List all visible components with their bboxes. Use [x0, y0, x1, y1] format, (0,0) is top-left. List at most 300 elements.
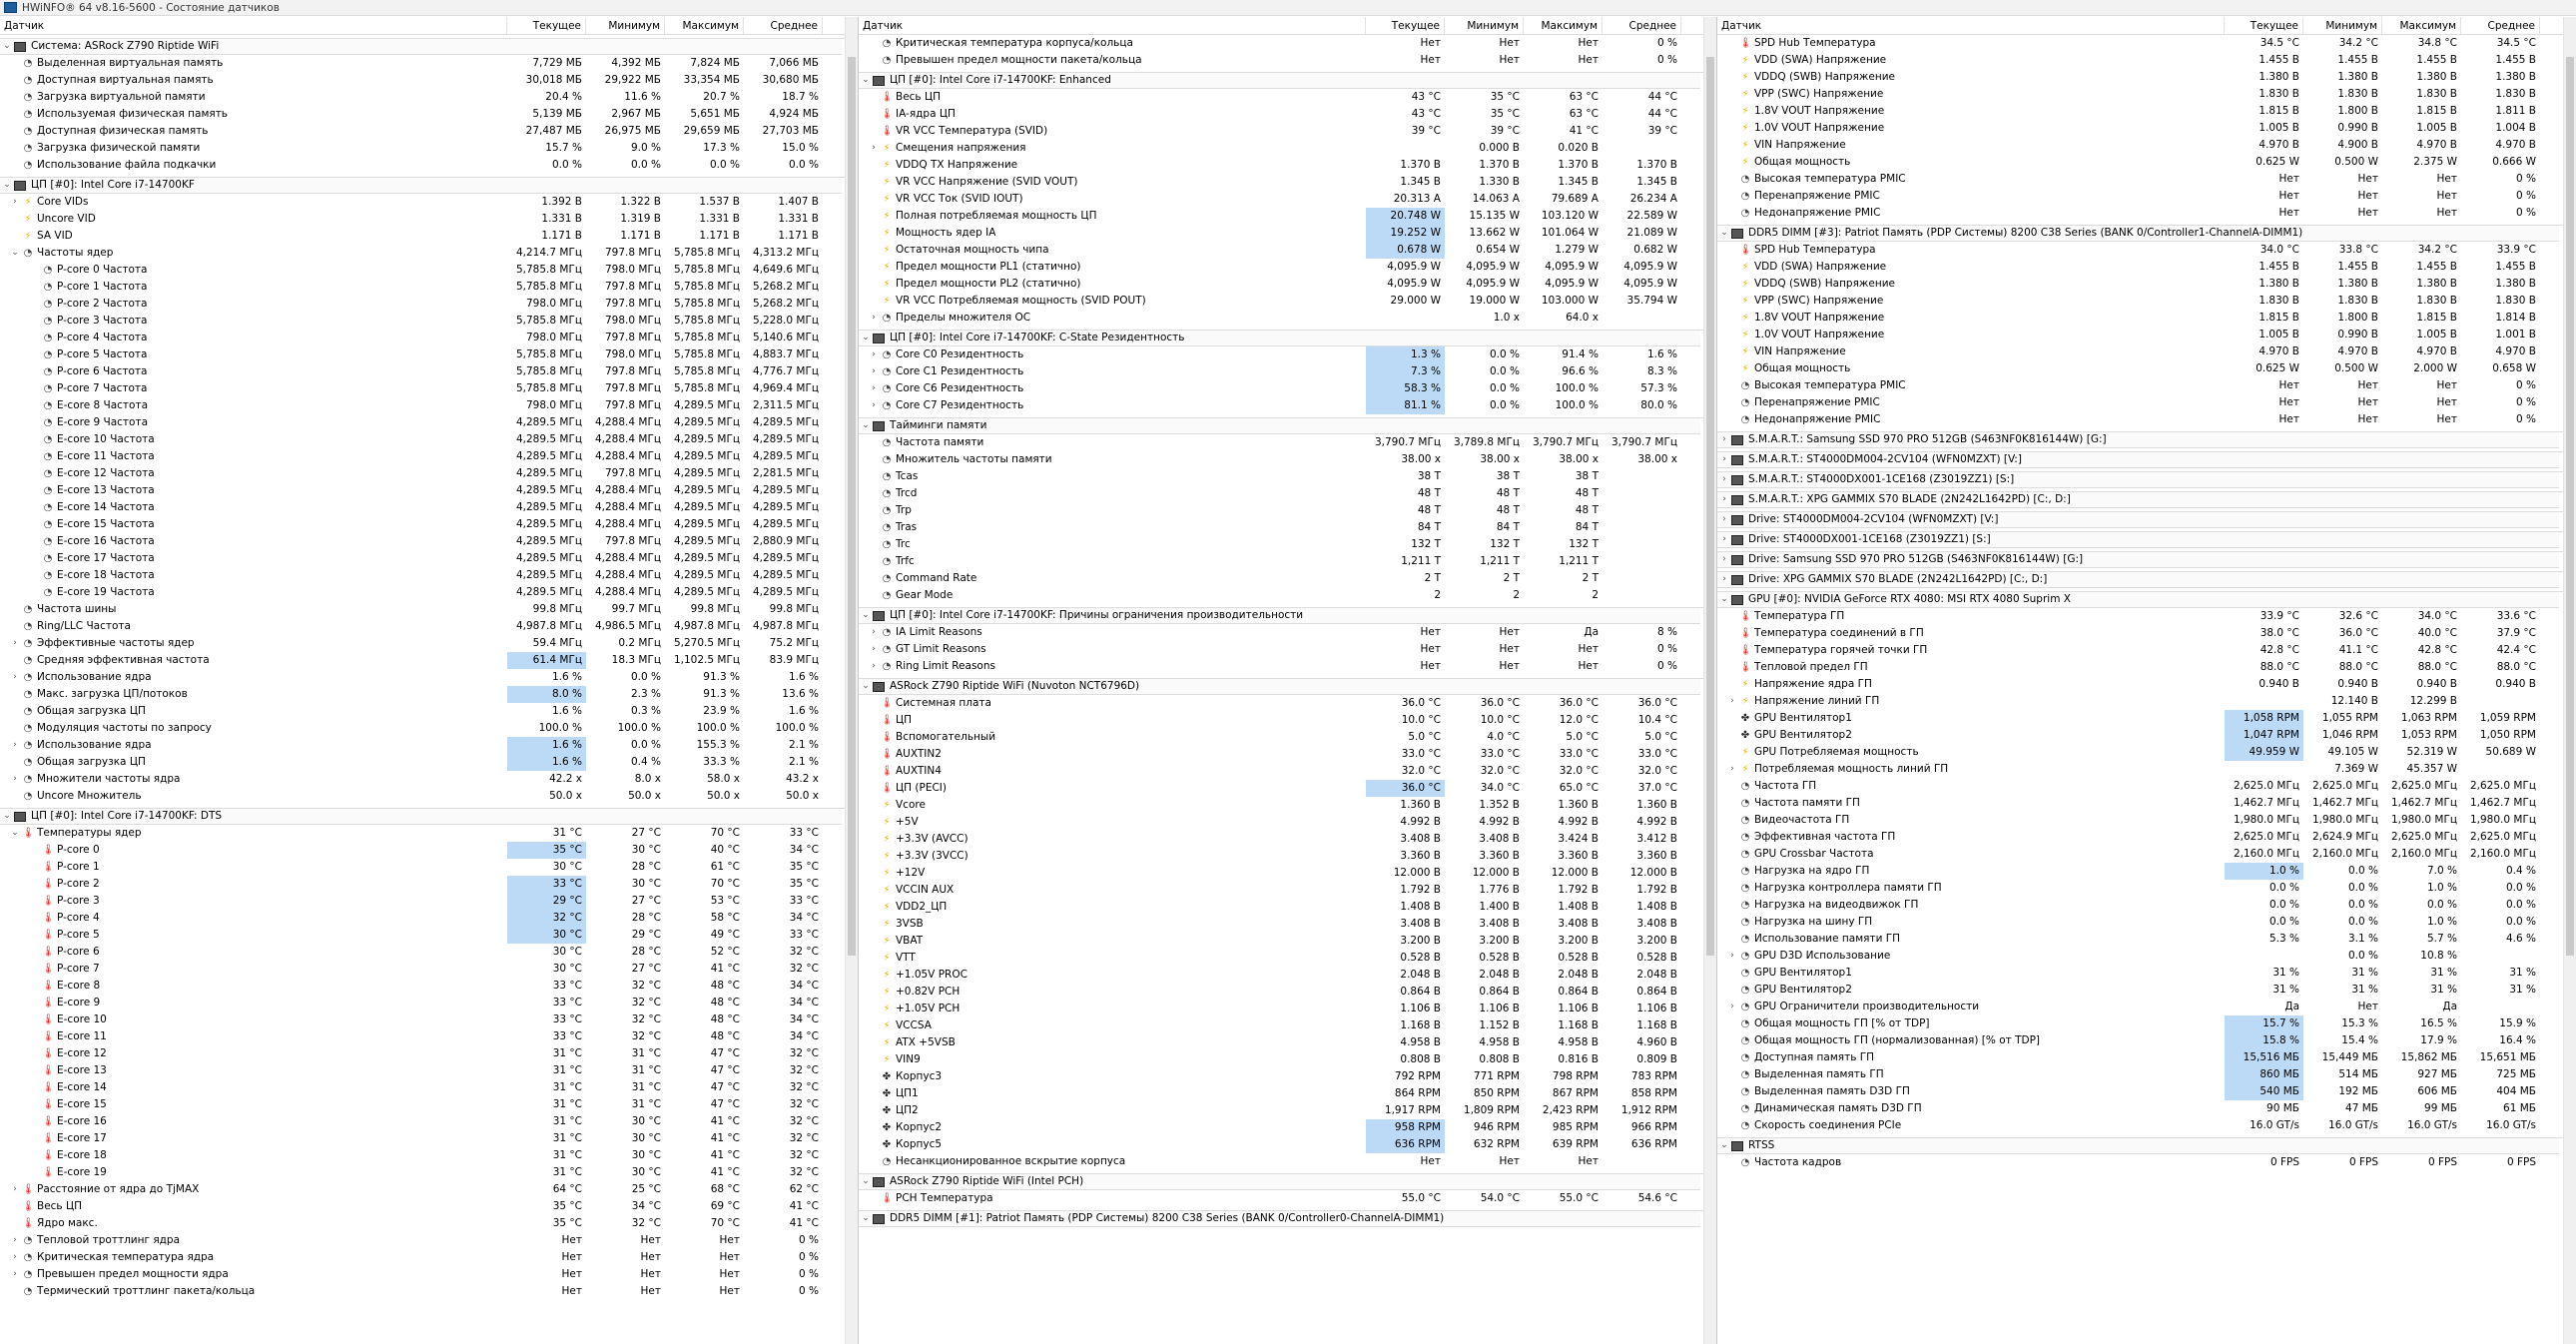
value-current: 33 °C — [552, 980, 582, 992]
sensor-row[interactable] — [1717, 377, 2576, 394]
value-avg: 80.0 % — [1640, 399, 1677, 411]
collapse-icon[interactable]: ⌄ — [862, 1176, 870, 1186]
sensor-row[interactable] — [0, 448, 858, 465]
sensor-row[interactable] — [0, 482, 858, 499]
sensor-row[interactable] — [0, 910, 858, 927]
sensor-row[interactable] — [0, 842, 858, 859]
expand-icon[interactable]: › — [872, 400, 876, 410]
sensor-row[interactable] — [1717, 846, 2576, 863]
sensor-row[interactable] — [0, 825, 858, 842]
sensor-row[interactable] — [1717, 35, 2576, 52]
sensor-row[interactable] — [1717, 931, 2576, 948]
sensor-row[interactable] — [0, 1113, 858, 1130]
sensor-row[interactable] — [1717, 69, 2576, 86]
value-max: 155.3 % — [696, 739, 740, 751]
sensor-row[interactable] — [0, 635, 858, 652]
sensor-row[interactable] — [1717, 1100, 2576, 1117]
sensor-row[interactable] — [1717, 1066, 2576, 1083]
sensor-row[interactable] — [1717, 625, 2576, 642]
sensor-row[interactable] — [1717, 863, 2576, 880]
sensor-row[interactable] — [0, 978, 858, 995]
sensor-group-header[interactable] — [1717, 225, 2576, 242]
sensor-row[interactable] — [0, 737, 858, 754]
sensor-row[interactable] — [1717, 1015, 2576, 1032]
sensor-row[interactable] — [859, 848, 1716, 865]
sensor-row[interactable] — [0, 157, 858, 174]
sensor-row[interactable] — [859, 468, 1716, 485]
sensor-row[interactable] — [859, 831, 1716, 848]
sensor-row[interactable] — [0, 123, 858, 140]
collapse-icon[interactable]: ⌄ — [1720, 1140, 1728, 1150]
sensor-row[interactable] — [859, 1034, 1716, 1051]
expand-icon[interactable]: › — [872, 644, 876, 654]
col-avg[interactable]: Среднее — [744, 17, 823, 34]
sensor-row[interactable] — [859, 174, 1716, 191]
sensor-row[interactable] — [1717, 137, 2576, 154]
sensor-row[interactable] — [0, 788, 858, 805]
sensor-group-header[interactable] — [1717, 431, 2576, 448]
scrollbar-thumb[interactable] — [848, 57, 856, 956]
expand-icon[interactable]: › — [13, 638, 17, 648]
sensor-row[interactable] — [1717, 795, 2576, 812]
sensor-row[interactable] — [0, 279, 858, 296]
sensor-row[interactable] — [859, 451, 1716, 468]
col-avg[interactable]: Среднее — [1603, 17, 1681, 34]
sensor-group-header[interactable] — [1717, 571, 2576, 588]
sensor-row[interactable] — [0, 686, 858, 703]
collapse-icon[interactable]: ⌄ — [862, 681, 870, 691]
sensor-row[interactable] — [0, 859, 858, 876]
sensor-row[interactable] — [0, 140, 858, 157]
expand-icon[interactable]: › — [872, 661, 876, 671]
collapse-icon[interactable]: ⌄ — [1720, 228, 1728, 238]
sensor-row[interactable] — [0, 961, 858, 978]
col-sensor[interactable]: Датчик — [1717, 17, 2225, 34]
sensor-row[interactable] — [859, 346, 1716, 363]
sensor-row[interactable] — [1717, 103, 2576, 120]
sensor-row[interactable] — [0, 652, 858, 669]
sensor-row[interactable] — [0, 313, 858, 330]
sensor-row[interactable] — [0, 1266, 858, 1283]
expand-icon[interactable]: › — [13, 1252, 17, 1262]
sensor-row[interactable] — [859, 797, 1716, 814]
value-avg: 50.0 x — [786, 790, 819, 802]
sensor-row[interactable] — [859, 1119, 1716, 1136]
sensor-row[interactable] — [859, 624, 1716, 641]
scrollbar-thumb[interactable] — [2566, 57, 2574, 956]
sensor-row[interactable] — [859, 140, 1716, 157]
clock-icon: ◔ — [1740, 934, 1750, 945]
sensor-row[interactable] — [859, 967, 1716, 984]
sensor-group-header[interactable] — [1717, 551, 2576, 568]
sensor-row[interactable] — [859, 933, 1716, 950]
sensor-row[interactable] — [0, 72, 858, 89]
sensor-row[interactable] — [859, 259, 1716, 276]
sensor-row[interactable] — [0, 465, 858, 482]
sensor-row[interactable] — [1717, 965, 2576, 982]
sensor-row[interactable] — [1717, 293, 2576, 310]
sensor-row[interactable] — [1717, 242, 2576, 259]
sensor-row[interactable] — [859, 1153, 1716, 1170]
sensor-row[interactable] — [0, 1045, 858, 1062]
scrollbar[interactable] — [2563, 17, 2576, 1344]
value-max: 61 °C — [710, 861, 740, 873]
sensor-row[interactable] — [1717, 52, 2576, 69]
chip-icon — [1731, 229, 1743, 239]
col-current[interactable]: Текущее — [2225, 17, 2303, 34]
sensor-row[interactable] — [1717, 1117, 2576, 1134]
value-avg: 43.2 x — [786, 773, 819, 785]
sensor-row[interactable] — [0, 106, 858, 123]
sensor-row[interactable] — [0, 516, 858, 533]
sensor-row[interactable] — [859, 814, 1716, 831]
sensor-row[interactable] — [859, 106, 1716, 123]
sensor-row[interactable] — [859, 157, 1716, 174]
sensor-row[interactable] — [859, 225, 1716, 242]
sensor-group-header[interactable] — [1717, 531, 2576, 548]
sensor-row[interactable] — [1717, 327, 2576, 343]
expand-icon[interactable]: › — [1730, 696, 1734, 706]
expand-icon[interactable]: › — [13, 774, 17, 784]
sensor-row[interactable] — [0, 1249, 858, 1266]
sensor-row[interactable] — [1717, 360, 2576, 377]
sensor-row[interactable] — [859, 950, 1716, 967]
sensor-row[interactable] — [859, 123, 1716, 140]
sensor-row[interactable] — [0, 567, 858, 584]
sensor-row[interactable] — [0, 380, 858, 397]
sensor-row[interactable] — [859, 780, 1716, 797]
sensor-row[interactable] — [0, 89, 858, 106]
sensor-row[interactable] — [1717, 394, 2576, 411]
sensor-row[interactable] — [0, 1062, 858, 1079]
expand-icon[interactable]: › — [872, 383, 876, 393]
sensor-row[interactable] — [0, 1283, 858, 1300]
expand-icon[interactable]: › — [13, 1184, 17, 1194]
expand-icon[interactable]: › — [872, 627, 876, 637]
sensor-row[interactable] — [1717, 659, 2576, 676]
sensor-row[interactable] — [1717, 343, 2576, 360]
expand-icon[interactable]: › — [1722, 434, 1726, 444]
sensor-row[interactable] — [0, 1130, 858, 1147]
collapse-icon[interactable]: ⌄ — [3, 180, 11, 190]
sensor-group-header[interactable] — [1717, 1137, 2576, 1154]
sensor-group-header[interactable] — [1717, 451, 2576, 468]
sensor-group-header[interactable] — [1717, 591, 2576, 608]
sensor-row[interactable] — [0, 1215, 858, 1232]
sensor-group-header[interactable] — [0, 38, 858, 55]
collapse-icon[interactable]: ⌄ — [862, 75, 870, 85]
value-current: 27,487 МБ — [525, 125, 582, 137]
sensor-row[interactable] — [859, 397, 1716, 414]
sensor-row[interactable] — [1717, 897, 2576, 914]
sensor-row[interactable] — [859, 363, 1716, 380]
sensor-row[interactable] — [859, 191, 1716, 208]
sensor-row[interactable] — [0, 1079, 858, 1096]
expand-icon[interactable]: › — [1722, 574, 1726, 584]
sensor-row[interactable] — [1717, 744, 2576, 761]
sensor-group-header[interactable] — [859, 330, 1716, 346]
value-min: 30 °C — [631, 1115, 661, 1127]
sensor-row[interactable] — [0, 618, 858, 635]
sensor-row[interactable] — [0, 346, 858, 363]
expand-icon[interactable]: › — [1722, 554, 1726, 564]
sensor-row[interactable] — [0, 584, 858, 601]
sensor-row[interactable] — [0, 771, 858, 788]
sensor-row[interactable] — [859, 1136, 1716, 1153]
value-current: 1,917 RPM — [1384, 1104, 1441, 1116]
sensor-row[interactable] — [859, 52, 1716, 69]
sensor-row[interactable] — [0, 720, 858, 737]
sensor-row[interactable] — [0, 194, 858, 211]
sensor-row[interactable] — [859, 1001, 1716, 1017]
sensor-row[interactable] — [1717, 761, 2576, 778]
sensor-row[interactable] — [0, 1011, 858, 1028]
sensor-row[interactable] — [0, 228, 858, 245]
sensor-row[interactable] — [0, 499, 858, 516]
sensor-row[interactable] — [0, 533, 858, 550]
sensor-row[interactable] — [859, 380, 1716, 397]
sensor-row[interactable] — [1717, 205, 2576, 222]
sensor-row[interactable] — [1717, 693, 2576, 710]
sensor-row[interactable] — [1717, 276, 2576, 293]
sensor-row[interactable] — [859, 695, 1716, 712]
scrollbar[interactable] — [845, 17, 858, 1344]
sensor-row[interactable] — [0, 296, 858, 313]
sensor-row[interactable] — [0, 944, 858, 961]
expand-icon[interactable]: › — [1722, 454, 1726, 464]
sensor-row[interactable] — [1717, 188, 2576, 205]
sensor-row[interactable] — [859, 729, 1716, 746]
sensor-row[interactable] — [1717, 411, 2576, 428]
expand-icon[interactable]: › — [13, 1269, 17, 1279]
expand-icon[interactable]: ⌄ — [11, 828, 19, 838]
sensor-row[interactable] — [0, 601, 858, 618]
expand-icon[interactable]: ⌄ — [11, 248, 19, 258]
sensor-row[interactable] — [0, 1232, 858, 1249]
sensor-row[interactable] — [0, 397, 858, 414]
expand-icon[interactable]: › — [1722, 494, 1726, 504]
sensor-row[interactable] — [0, 703, 858, 720]
expand-icon[interactable]: › — [1722, 514, 1726, 524]
sensor-row[interactable] — [1717, 171, 2576, 188]
sensor-row[interactable] — [0, 1198, 858, 1215]
sensor-row[interactable] — [0, 893, 858, 910]
sensor-row[interactable] — [859, 434, 1716, 451]
sensor-name — [0, 157, 507, 174]
sensor-row[interactable] — [859, 1085, 1716, 1102]
sensor-row[interactable] — [859, 899, 1716, 916]
sensor-row[interactable] — [859, 712, 1716, 729]
sensor-row[interactable] — [1717, 1032, 2576, 1049]
sensor-row[interactable] — [859, 882, 1716, 899]
sensor-row[interactable] — [0, 1096, 858, 1113]
value-max: 0.864 В — [1558, 986, 1599, 998]
expand-icon[interactable]: › — [13, 1235, 17, 1245]
collapse-icon[interactable]: ⌄ — [3, 41, 11, 51]
sensor-row[interactable] — [1717, 914, 2576, 931]
sensor-row[interactable] — [1717, 1083, 2576, 1100]
sensor-row[interactable] — [1717, 154, 2576, 171]
voltage-icon: ⚡ — [1741, 296, 1749, 307]
col-current[interactable]: Текущее — [1366, 17, 1445, 34]
sensor-row[interactable] — [1717, 829, 2576, 846]
sensor-row[interactable] — [859, 485, 1716, 502]
sensor-row[interactable] — [0, 363, 858, 380]
sensor-row[interactable] — [859, 984, 1716, 1001]
col-min[interactable]: Минимум — [2303, 17, 2382, 34]
sensor-group-header[interactable] — [859, 417, 1716, 434]
sensor-row[interactable] — [859, 293, 1716, 310]
collapse-icon[interactable]: ⌄ — [3, 811, 11, 821]
sensor-row[interactable] — [859, 763, 1716, 780]
scrollbar[interactable] — [1703, 17, 1716, 1344]
sensor-row[interactable] — [0, 995, 858, 1011]
sensor-row[interactable] — [859, 35, 1716, 52]
sensor-row[interactable] — [1717, 642, 2576, 659]
sensor-group-header[interactable] — [859, 72, 1716, 89]
sensor-row[interactable] — [0, 669, 858, 686]
sensor-row[interactable] — [859, 658, 1716, 675]
value-max: 41 °C — [710, 1115, 740, 1127]
collapse-icon[interactable]: ⌄ — [1720, 594, 1728, 604]
sensor-row[interactable] — [859, 536, 1716, 553]
collapse-icon[interactable]: ⌄ — [862, 420, 870, 430]
sensor-row[interactable] — [859, 1051, 1716, 1068]
sensor-row[interactable] — [1717, 710, 2576, 727]
sensor-row[interactable] — [859, 208, 1716, 225]
sensor-row[interactable] — [1717, 880, 2576, 897]
sensor-row[interactable] — [1717, 676, 2576, 693]
sensor-row[interactable] — [1717, 948, 2576, 965]
sensor-group-header[interactable] — [0, 808, 858, 825]
sensor-row[interactable] — [859, 746, 1716, 763]
sensor-row[interactable] — [859, 553, 1716, 570]
col-max[interactable]: Максимум — [1524, 17, 1603, 34]
expand-icon[interactable]: › — [872, 366, 876, 376]
expand-icon[interactable]: › — [872, 349, 876, 359]
sensor-group-header[interactable] — [1717, 511, 2576, 528]
sensor-row[interactable] — [0, 927, 858, 944]
sensor-row[interactable] — [859, 502, 1716, 519]
chip-icon — [873, 421, 885, 431]
sensor-row[interactable] — [0, 414, 858, 431]
sensor-row[interactable] — [0, 1164, 858, 1181]
col-avg[interactable]: Среднее — [2461, 17, 2540, 34]
value-current: 1.360 В — [1400, 799, 1441, 811]
sensor-group-header[interactable] — [859, 1173, 1716, 1190]
sensor-row[interactable] — [0, 550, 858, 567]
expand-icon[interactable]: › — [13, 672, 17, 682]
sensor-group-header[interactable] — [859, 678, 1716, 695]
sensor-row[interactable] — [1717, 1049, 2576, 1066]
sensor-row[interactable] — [1717, 120, 2576, 137]
col-min[interactable]: Минимум — [1445, 17, 1524, 34]
sensor-row[interactable] — [859, 916, 1716, 933]
expand-icon[interactable]: › — [1730, 951, 1734, 961]
clock-icon: ◔ — [23, 723, 33, 734]
col-sensor[interactable]: Датчик — [0, 17, 507, 34]
sensor-group-header[interactable] — [1717, 491, 2576, 508]
col-max[interactable]: Максимум — [665, 17, 744, 34]
sensor-row[interactable] — [1717, 259, 2576, 276]
sensor-group-header[interactable] — [859, 607, 1716, 624]
sensor-row[interactable] — [0, 211, 858, 228]
sensor-row[interactable] — [0, 1181, 858, 1198]
col-min[interactable]: Минимум — [586, 17, 665, 34]
sensor-row[interactable] — [859, 641, 1716, 658]
sensor-row[interactable] — [859, 1017, 1716, 1034]
collapse-icon[interactable]: ⌄ — [862, 333, 870, 342]
col-current[interactable]: Текущее — [507, 17, 586, 34]
expand-icon[interactable]: › — [1722, 474, 1726, 484]
sensor-row[interactable] — [1717, 1154, 2576, 1171]
sensor-row[interactable] — [859, 1190, 1716, 1207]
expand-icon[interactable]: › — [1730, 764, 1734, 774]
expand-icon[interactable]: › — [13, 197, 17, 207]
sensor-row[interactable] — [1717, 86, 2576, 103]
voltage-icon: ⚡ — [883, 160, 891, 171]
expand-icon[interactable]: › — [872, 313, 876, 323]
clock-icon: ◔ — [1740, 866, 1750, 877]
sensor-row[interactable] — [0, 245, 858, 262]
sensor-row[interactable] — [0, 330, 858, 346]
sensor-row[interactable] — [0, 754, 858, 771]
sensor-row[interactable] — [859, 570, 1716, 587]
sensor-row[interactable] — [859, 587, 1716, 604]
sensor-row[interactable] — [1717, 778, 2576, 795]
collapse-icon[interactable]: ⌄ — [862, 1213, 870, 1223]
sensor-row[interactable] — [1717, 608, 2576, 625]
sensor-group-header[interactable] — [859, 1210, 1716, 1227]
sensor-row[interactable] — [859, 276, 1716, 293]
sensor-row[interactable] — [1717, 999, 2576, 1015]
collapse-icon[interactable]: ⌄ — [862, 610, 870, 620]
sensor-name — [0, 944, 507, 961]
value-min: 1.0 x — [1493, 312, 1520, 324]
sensor-row[interactable] — [859, 519, 1716, 536]
sensor-row[interactable] — [1717, 727, 2576, 744]
col-sensor[interactable]: Датчик — [859, 17, 1366, 34]
sensor-row[interactable] — [1717, 812, 2576, 829]
sensor-row[interactable] — [1717, 310, 2576, 327]
col-max[interactable]: Максимум — [2382, 17, 2461, 34]
scrollbar-thumb[interactable] — [1706, 57, 1714, 956]
sensor-row[interactable] — [0, 876, 858, 893]
sensor-row[interactable] — [859, 865, 1716, 882]
sensor-row[interactable] — [0, 1147, 858, 1164]
sensor-group-header[interactable] — [0, 177, 858, 194]
sensor-group-header[interactable] — [1717, 471, 2576, 488]
sensor-row[interactable] — [859, 1102, 1716, 1119]
expand-icon[interactable]: › — [872, 143, 876, 153]
sensor-row[interactable] — [859, 89, 1716, 106]
expand-icon[interactable]: › — [1730, 1002, 1734, 1011]
sensor-label: Термический троттлинг пакета/кольца — [37, 1285, 256, 1297]
sensor-row[interactable] — [0, 431, 858, 448]
sensor-name — [1717, 293, 2225, 310]
sensor-row[interactable] — [859, 242, 1716, 259]
sensor-row[interactable] — [1717, 982, 2576, 999]
sensor-row[interactable] — [859, 310, 1716, 327]
expand-icon[interactable]: › — [13, 740, 17, 750]
value-avg: 0 % — [799, 1268, 819, 1280]
sensor-row[interactable] — [0, 1028, 858, 1045]
expand-icon[interactable]: › — [1722, 534, 1726, 544]
sensor-row[interactable] — [0, 55, 858, 72]
clock-icon: ◔ — [882, 38, 892, 49]
sensor-row[interactable] — [0, 262, 858, 279]
sensor-row[interactable] — [859, 1068, 1716, 1085]
